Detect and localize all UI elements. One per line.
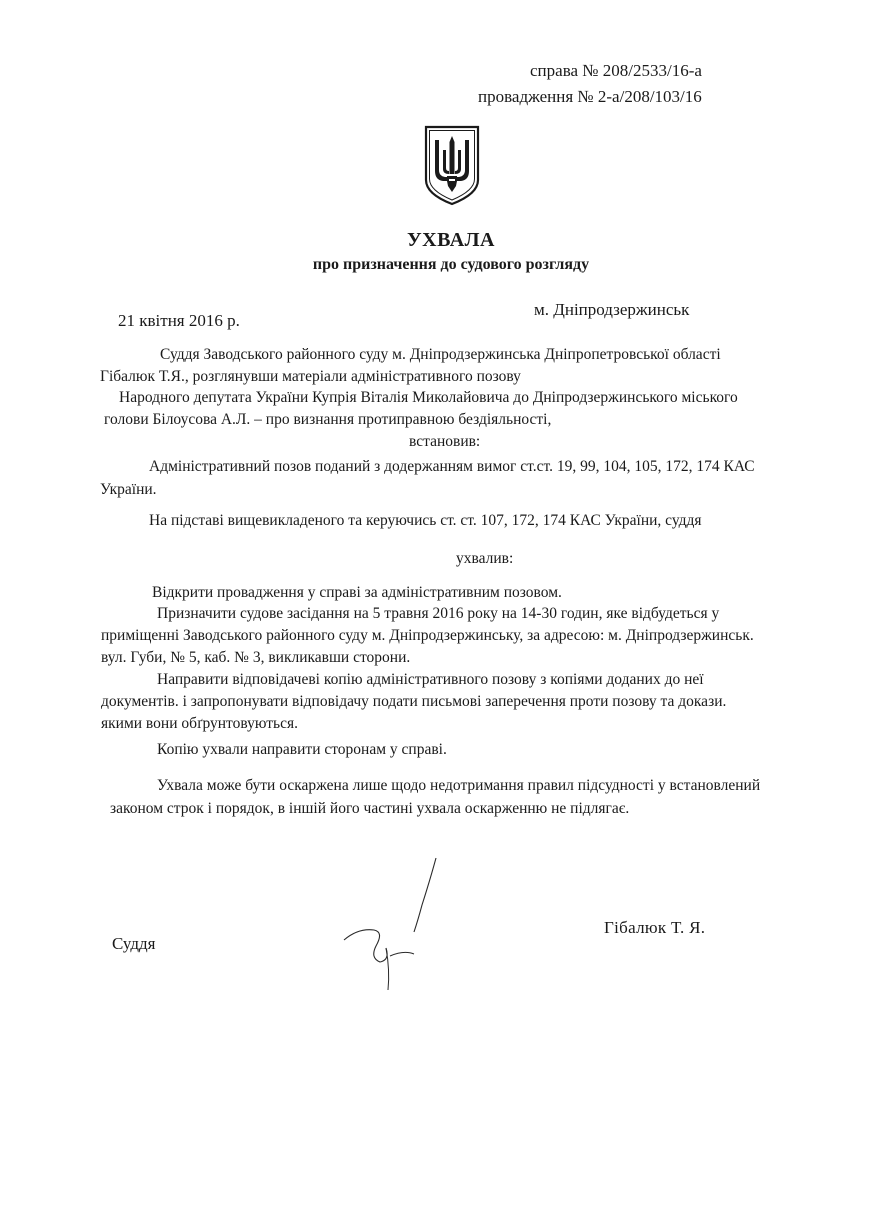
- intro-line-4: голови Білоусова А.Л. – про визнання протиправною бездіяльності,: [104, 411, 552, 428]
- established-heading: встановив:: [409, 433, 481, 450]
- decision-3-line-1: Направити відповідачеві копію адміністративного позову з копіями доданих до неї: [157, 671, 704, 688]
- trident-coat-of-arms-icon: [423, 124, 481, 206]
- decision-3-line-3: якими вони обґрунтовуються.: [101, 715, 298, 732]
- decision-1: Відкрити провадження у справі за адміністративним позовом.: [152, 584, 562, 601]
- document-date: 21 квітня 2016 р.: [118, 311, 240, 330]
- established-line-2: України.: [100, 481, 157, 498]
- case-number-block: [478, 58, 702, 110]
- intro-line-3: Народного депутата України Купрія Віталія Миколайовича до Дніпродзержинського міського: [119, 389, 738, 406]
- decision-3-line-2: документів. і запропонувати відповідачу подати письмові заперечення проти позову та докази.: [101, 693, 727, 710]
- decision-2-line-1: Призначити судове засідання на 5 травня 2016 року на 14-30 годин, яке відбудеться у: [157, 605, 720, 622]
- decision-5-line-1: Ухвала може бути оскаржена лише щодо недотримання правил підсудності у встановлений: [157, 777, 761, 794]
- decision-4: Копію ухвали направити сторонам у справі.: [157, 741, 447, 758]
- case-number: справа № 208/2533/16-а: [530, 61, 702, 80]
- proceeding-number: провадження № 2-а/208/103/16: [478, 87, 702, 106]
- decided-heading: ухвалив:: [456, 550, 514, 567]
- intro-line-2: Гібалюк Т.Я., розглянувши матеріали адміністративного позову: [100, 368, 521, 385]
- document-city: м. Дніпродзержинськ: [534, 300, 690, 319]
- decision-5-line-2: законом строк і порядок, в іншій його частині ухвала оскарженню не підлягає.: [110, 800, 630, 817]
- basis-text: На підставі вищевикладеного та керуючись ст. ст. 107, 172, 174 КАС України, суддя: [149, 512, 702, 529]
- intro-line-1: Суддя Заводського районного суду м. Дніпродзержинська Дніпропетровської області: [160, 346, 721, 363]
- signature-label: Суддя: [112, 934, 156, 953]
- document-title: УХВАЛА: [407, 229, 495, 251]
- established-line-1: Адміністративний позов поданий з додержанням вимог ст.ст. 19, 99, 104, 105, 172, 174 КАС: [149, 458, 755, 475]
- handwritten-signature: [330, 850, 460, 1000]
- decision-2-line-2: приміщенні Заводського районного суду м. Дніпродзержинську, за адресою: м. Дніпродзержинськ.: [101, 627, 754, 644]
- decision-2-line-3: вул. Губи, № 5, каб. № 3, викликавши сторони.: [101, 649, 411, 666]
- document-subtitle: про призначення до судового розгляду: [312, 256, 590, 273]
- judge-name: Гібалюк Т. Я.: [604, 918, 706, 937]
